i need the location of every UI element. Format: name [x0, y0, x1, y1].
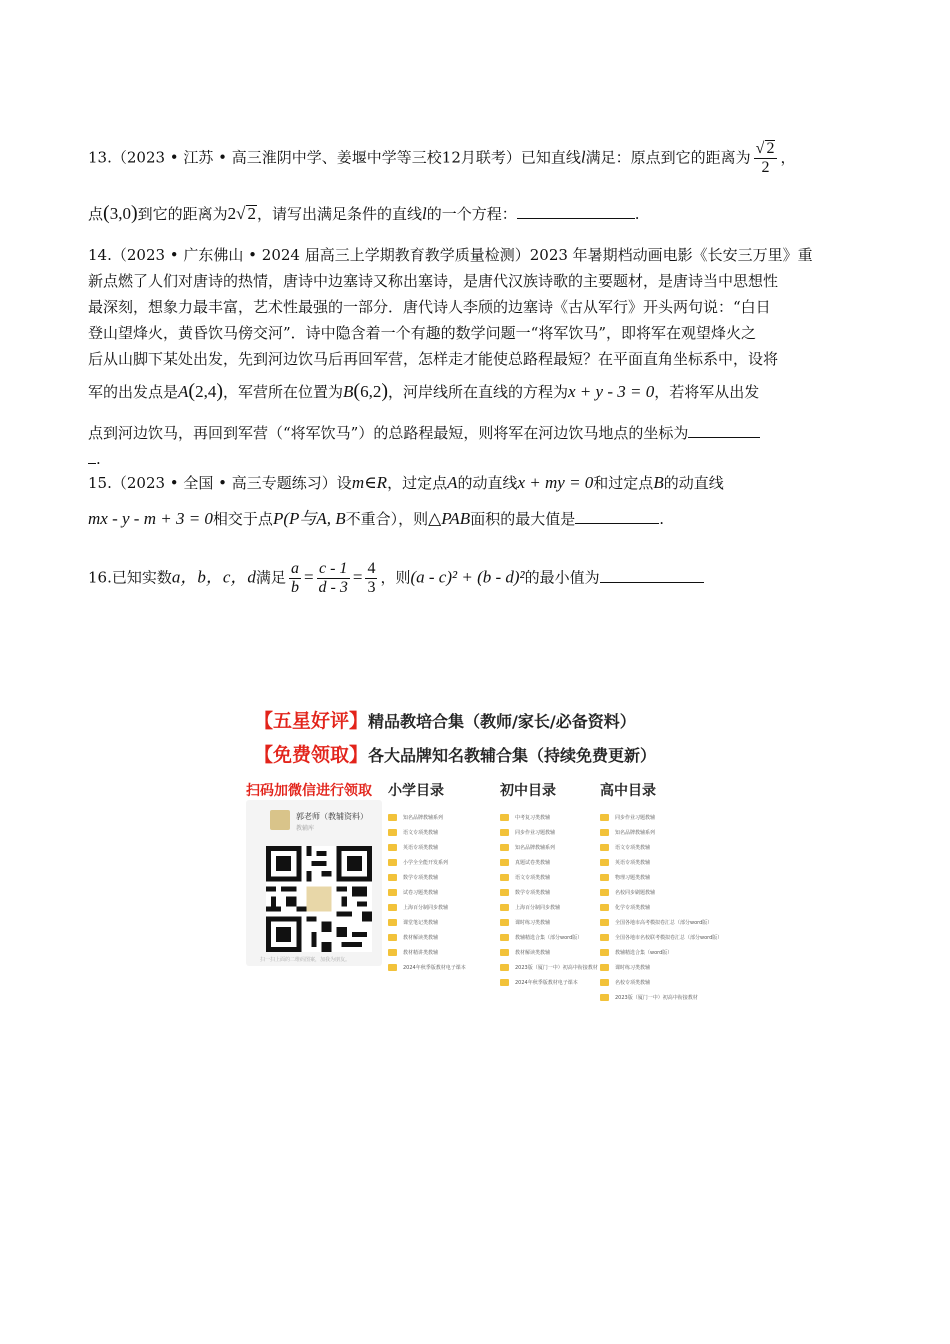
q13-comma: ， — [780, 148, 796, 167]
q15-end: . — [659, 510, 664, 528]
q13-answer-blank[interactable] — [517, 203, 635, 219]
promo-line-2-red: 【免费领取】 — [254, 744, 369, 766]
q16-text-2: 满足 — [255, 568, 286, 587]
folder-name: 教材解读类教辅 — [515, 950, 551, 956]
folder-item[interactable] — [388, 945, 498, 960]
folder-item[interactable] — [500, 840, 610, 855]
q15-text-5: 相交于点 — [212, 510, 273, 528]
q16-fraction-2 — [317, 560, 350, 597]
q15-p-condition: P(P与A, B — [272, 509, 346, 528]
folder-item[interactable] — [600, 840, 710, 855]
folder-icon — [500, 979, 509, 986]
folder-name: 教辅精选合集（word版） — [615, 950, 673, 956]
folder-icon — [500, 829, 509, 836]
q14-answer-blank-tail[interactable] — [88, 448, 96, 464]
folder-icon — [388, 934, 397, 941]
q13-point — [103, 204, 138, 223]
folder-name: 课时练习类教辅 — [615, 965, 651, 971]
folder-icon — [388, 889, 397, 896]
folder-item[interactable] — [600, 810, 710, 825]
folder-name: 英语专项类教辅 — [615, 860, 651, 866]
q16-number: 16. — [88, 568, 112, 587]
primary-catalog-title: 小学目录 — [388, 783, 444, 799]
folder-name: 教材精讲类教辅 — [403, 950, 439, 956]
card-sub: 教辅库 — [296, 825, 315, 832]
q14-line-1: 14.（2023 • 广东佛山 • 2024 届高三上学期教育教学质量检测）2023 年暑期档动画电影《长安三万里》重 — [88, 246, 813, 264]
q13-source: （2023 • 江苏 • 高三淮阴中学、姜堰中学等三校12月联考） — [111, 148, 521, 167]
q14-line-3: 最深刻，想象力最丰富，艺术性最强的一部分．唐代诗人李颀的边塞诗《古从军行》开头两句说：“白日 — [88, 298, 771, 316]
folder-item[interactable] — [500, 855, 610, 870]
q14-end: . — [96, 450, 101, 468]
folder-item[interactable] — [500, 930, 610, 945]
question-14-line-6 — [88, 378, 860, 405]
q16-variables: a，b，c，d — [171, 567, 256, 587]
folder-name: 数学专项类教辅 — [403, 875, 439, 881]
q15-text-6: 不重合），则 — [345, 510, 429, 528]
question-14-line-7 — [88, 420, 860, 472]
q16-f2-num: c - 1 — [317, 560, 350, 579]
folder-icon — [600, 919, 609, 926]
folder-name: 物理习题类教辅 — [615, 875, 651, 881]
q16-answer-blank[interactable] — [600, 567, 704, 583]
folder-item[interactable] — [500, 825, 610, 840]
folder-item[interactable] — [500, 885, 610, 900]
folder-item[interactable] — [388, 960, 498, 975]
folder-item[interactable] — [600, 870, 710, 885]
q16-f2-den: d - 3 — [318, 579, 348, 596]
promo-line-1 — [254, 706, 636, 733]
paren-close: ) — [381, 380, 388, 402]
paren-open: ( — [103, 202, 110, 224]
folder-icon — [600, 949, 609, 956]
folder-icon — [600, 934, 609, 941]
q16-f3-num: 4 — [367, 560, 376, 577]
q13-var-l-2: l — [421, 204, 427, 223]
q14-point-a-coord: 2,4 — [195, 382, 217, 401]
folder-icon — [600, 874, 609, 881]
primary-catalog — [388, 780, 498, 975]
folder-item[interactable] — [500, 870, 610, 885]
q14-line-4: 登山望烽火，黄昏饮马傍交河”．诗中隐含着一个有趣的数学问题一“将军饮马”，即将军在观望烽火之 — [88, 324, 757, 342]
folder-item[interactable] — [388, 930, 498, 945]
folder-icon — [388, 904, 397, 911]
sqrt-sign: √ — [236, 204, 246, 223]
folder-name: 上海百分制同步教辅 — [515, 905, 561, 911]
promo-line-1-red: 【五星好评】 — [254, 710, 369, 732]
folder-name: 名校同步刷题教辅 — [615, 890, 656, 896]
q16-expression: (a - c)² + (b - d)² — [410, 567, 525, 587]
folder-icon — [600, 844, 609, 851]
folder-icon — [388, 844, 397, 851]
folder-icon — [500, 859, 509, 866]
q15-answer-blank[interactable] — [575, 508, 659, 524]
folder-name: 全国各地市高考模拟卷汇总（部分word版） — [615, 920, 713, 926]
q13-frac-den: 2 — [761, 159, 770, 176]
equals-sign-2: = — [352, 567, 363, 587]
folder-item[interactable] — [600, 825, 710, 840]
folder-name: 名校专项类教辅 — [615, 980, 651, 986]
folder-name: 2024年秋季版教材电子课本 — [403, 965, 466, 971]
folder-item[interactable] — [500, 960, 610, 975]
equals-sign: = — [303, 567, 314, 587]
folder-icon — [388, 964, 397, 971]
folder-item[interactable] — [500, 915, 610, 930]
q15-text-7: 面积的最大值是 — [470, 510, 576, 528]
folder-icon — [500, 949, 509, 956]
q15-source: （2023 • 全国 • 高三专题练习）设 — [111, 474, 352, 492]
folder-name: 教辅精选合集（部分word版） — [515, 935, 583, 941]
folder-name: 语文专项类教辅 — [615, 845, 651, 851]
q13-distance — [228, 204, 257, 223]
folder-item[interactable] — [388, 870, 498, 885]
q16-fraction-1 — [289, 560, 301, 597]
folder-icon — [500, 889, 509, 896]
q14-answer-blank[interactable] — [688, 422, 760, 438]
folder-icon — [600, 904, 609, 911]
promo-line-2 — [254, 740, 656, 767]
folder-icon — [500, 964, 509, 971]
q14-point-a — [178, 382, 223, 401]
folder-item[interactable] — [600, 855, 710, 870]
q14-point-b-label: B — [343, 382, 354, 401]
card-tip: 扫一扫上面的二维码图案，加我为朋友。 — [260, 957, 351, 963]
q15-equation-2: mx - y - m + 3 = 0 — [88, 509, 213, 528]
folder-icon — [500, 919, 509, 926]
q13-text-2: 满足：原点到它的距离为 — [585, 148, 751, 167]
q14-line-7: 点到河边饮马，再回到军营（“将军饮马”）的总路程最短，则将军在河边饮马地点的坐标为 — [88, 424, 689, 442]
q13-end: . — [634, 205, 640, 223]
q13-text-5: ，请写出满足条件的直线 — [256, 205, 422, 223]
folder-name: 化学专项类教辅 — [615, 905, 651, 911]
folder-name: 知名品牌教辅系列 — [403, 815, 444, 821]
high-catalog-title: 高中目录 — [600, 783, 656, 799]
q15-number: 15. — [88, 474, 112, 492]
q16-text-4: 的最小值为 — [524, 568, 600, 587]
folder-icon — [388, 874, 397, 881]
folder-icon — [388, 919, 397, 926]
q13-dist-root: 2 — [247, 204, 256, 223]
folder-icon — [600, 829, 609, 836]
paren-open: ( — [353, 380, 361, 402]
q16-f3-den: 3 — [367, 579, 376, 596]
q14-line-2: 新点燃了人们对唐诗的热情，唐诗中边塞诗又称出塞诗，是唐代汉族诗歌的主要题材，是唐诗当中思想性 — [88, 272, 779, 290]
folder-name: 上海百分制同步教辅 — [403, 905, 449, 911]
q16-text-3: ，则 — [380, 568, 411, 587]
q15-point-a: A — [447, 473, 458, 492]
folder-name: 试卷习题类教辅 — [403, 890, 439, 896]
high-folder-list — [600, 810, 723, 1005]
card-name: 郭老师（教辅资料） — [296, 812, 368, 821]
folder-item[interactable] — [500, 900, 610, 915]
folder-name: 英语专项类教辅 — [403, 845, 439, 851]
folder-item[interactable] — [500, 810, 610, 825]
promo-banner — [246, 700, 723, 1001]
folder-name: 小学全全能开发系列 — [403, 860, 449, 866]
folder-icon — [600, 994, 609, 1001]
question-13-line-2 — [88, 200, 860, 227]
folder-item[interactable] — [388, 885, 498, 900]
folder-icon — [600, 889, 609, 896]
q15-text-4: 的动直线 — [663, 474, 724, 492]
avatar — [270, 810, 290, 830]
folder-icon — [388, 859, 397, 866]
folder-icon — [500, 844, 509, 851]
folder-name: 同步作业习题教辅 — [515, 830, 556, 836]
question-16 — [88, 560, 860, 597]
q13-text-1: 已知直线 — [520, 148, 581, 167]
folder-name: 课堂笔记类教辅 — [403, 920, 439, 926]
primary-folder-list — [388, 810, 498, 975]
folder-item[interactable] — [388, 900, 498, 915]
folder-icon — [500, 904, 509, 911]
question-14 — [88, 242, 860, 372]
folder-item[interactable] — [600, 915, 713, 930]
promo-line-1-dark: 精品教培合集（教师/家长/必备资料） — [368, 712, 636, 731]
folder-name: 语文专项类教辅 — [403, 830, 439, 836]
q15-text-2: 的动直线 — [457, 474, 518, 492]
middle-catalog — [500, 780, 610, 990]
folder-item[interactable] — [600, 975, 710, 990]
q14-point-b — [343, 382, 388, 401]
folder-item[interactable] — [500, 945, 610, 960]
folder-name: 全国各地市名校联考模拟卷汇总（部分word版） — [615, 935, 723, 941]
q15-triangle: △PAB — [428, 509, 471, 528]
folder-item[interactable] — [500, 975, 610, 990]
q13-fraction — [754, 140, 778, 177]
q13-text-3: 点 — [88, 205, 104, 223]
paren-close: ) — [216, 380, 223, 402]
high-catalog — [600, 780, 723, 1005]
q14-line-equation: x + y - 3 = 0 — [568, 382, 655, 401]
folder-icon — [500, 934, 509, 941]
q14-text-6a: 军的出发点是 — [88, 383, 179, 401]
q16-f1-num: a — [290, 560, 299, 577]
folder-item[interactable] — [388, 810, 498, 825]
folder-name: 2023版（厦门一中）初高中衔接教材 — [515, 965, 598, 971]
q14-text-6b: ，军营所在位置为 — [223, 383, 344, 401]
question-15 — [88, 470, 860, 496]
q13-text-4: 到它的距离为 — [137, 205, 228, 223]
folder-name: 教材解读类教辅 — [403, 935, 439, 941]
middle-folder-list — [500, 810, 610, 990]
q15-text-3: 和过定点 — [593, 474, 654, 492]
q13-frac-num: 2 — [766, 140, 775, 157]
q13-dist-coef: 2 — [227, 204, 237, 223]
q14-line-5: 后从山脚下某处出发，先到河边饮马后再回军营，怎样走才能使总路程最短？在平面直角坐标系中，设将 — [88, 350, 779, 368]
folder-item[interactable] — [600, 930, 723, 945]
folder-item[interactable] — [600, 900, 710, 915]
folder-item[interactable] — [388, 825, 498, 840]
q14-text-6d: ，若将军从出发 — [654, 383, 760, 401]
folder-icon — [600, 979, 609, 986]
q13-number: 13. — [88, 148, 112, 167]
q15-text-1: ，过定点 — [387, 474, 448, 492]
folder-name: 2023版（厦门一中）初高中衔接教材 — [615, 995, 698, 1001]
q14-point-b-coord: 6,2 — [360, 382, 382, 401]
folder-icon — [388, 829, 397, 836]
folder-name: 知名品牌教辅系列 — [615, 830, 656, 836]
folder-item[interactable] — [388, 840, 498, 855]
q15-m-in-r: m∈R — [351, 473, 388, 492]
q13-text-6: 的一个方程： — [426, 205, 517, 223]
folder-name: 课时练习类教辅 — [515, 920, 551, 926]
folder-item[interactable] — [600, 885, 710, 900]
folder-item[interactable] — [600, 945, 710, 960]
paren-close: ) — [130, 202, 138, 224]
folder-icon — [600, 859, 609, 866]
folder-item[interactable] — [388, 915, 498, 930]
q16-f1-den: b — [290, 579, 299, 596]
question-15-line-2 — [88, 506, 860, 532]
q15-point-b: B — [653, 473, 664, 492]
folder-name: 2024年秋季版教材电子课本 — [515, 980, 578, 986]
q13-point-coord: 3,0 — [109, 204, 131, 223]
folder-item[interactable] — [600, 960, 710, 975]
folder-item[interactable] — [388, 855, 498, 870]
q14-point-a-label: A — [178, 382, 189, 401]
folder-name: 中考复习类教辅 — [515, 815, 551, 821]
folder-name: 语文专项类教辅 — [515, 875, 551, 881]
folder-icon — [600, 814, 609, 821]
paren-open: ( — [188, 380, 196, 402]
wechat-card — [246, 800, 382, 966]
sqrt-sign: √ — [755, 140, 765, 157]
qr-code-icon[interactable] — [266, 846, 372, 952]
promo-line-2-dark: 各大品牌知名教辅合集（持续免费更新） — [368, 746, 657, 765]
folder-name: 知名品牌教辅系列 — [515, 845, 556, 851]
folder-name: 真题试卷类教辅 — [515, 860, 551, 866]
folder-name: 同步作业习题教辅 — [615, 815, 656, 821]
question-13 — [88, 140, 860, 177]
promo-scan-label: 扫码加微信进行领取 — [246, 783, 372, 799]
q15-equation-1: x + my = 0 — [517, 473, 594, 492]
folder-icon — [500, 814, 509, 821]
q14-text-6c: ，河岸线所在直线的方程为 — [388, 383, 569, 401]
folder-icon — [388, 814, 397, 821]
folder-icon — [500, 874, 509, 881]
folder-icon — [600, 964, 609, 971]
folder-name: 数学专项类教辅 — [515, 890, 551, 896]
folder-icon — [388, 949, 397, 956]
q16-fraction-3 — [365, 560, 377, 597]
q16-text-1: 已知实数 — [111, 568, 172, 587]
folder-item[interactable] — [600, 990, 710, 1005]
middle-catalog-title: 初中目录 — [500, 783, 556, 799]
q13-var-l: l — [580, 147, 586, 167]
